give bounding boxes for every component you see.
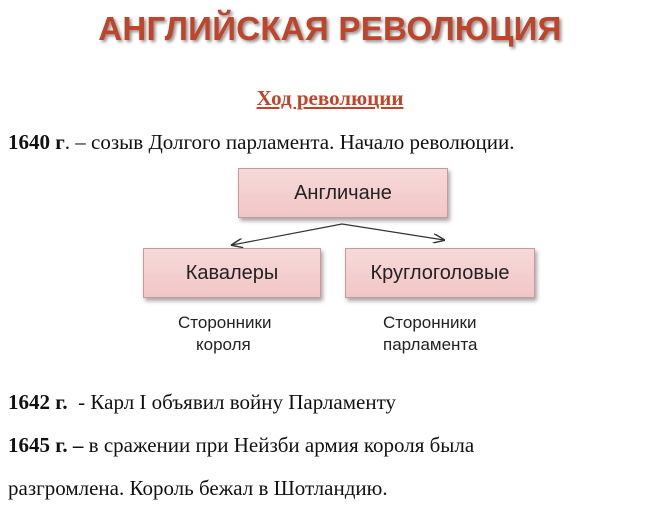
section-subtitle: Ход революции [256,86,404,110]
event-date: 1642 г. [8,390,68,414]
event-text: . – созыв Долгого парламента. Начало революции. [64,130,515,154]
event-text: в сражении при Нейзби армия короля была [83,433,475,457]
node-root: Англичане [238,168,448,218]
note-line: короля [196,335,251,354]
arrow-right [342,224,444,240]
event-text: - Карл I объявил войну Парламенту [67,390,396,414]
arrow-left [232,224,342,245]
event-1642 [8,390,396,415]
note-roundheads [383,312,478,356]
page-title: АНГЛИЙСКАЯ РЕВОЛЮЦИЯ [98,10,562,47]
note-line: Сторонники [178,313,272,332]
note-line: Сторонники [383,313,477,332]
node-roundheads: Круглоголовые [345,248,535,298]
note-line: парламента [383,335,478,354]
event-text: разгромлена. Король бежал в Шотландию. [8,476,388,500]
event-date: 1640 г [8,130,65,154]
node-cavaliers: Кавалеры [143,248,321,298]
note-cavaliers [178,312,271,356]
event-date: 1645 г. – [8,433,84,457]
event-1645 [8,433,474,458]
event-1645-cont [8,476,388,501]
